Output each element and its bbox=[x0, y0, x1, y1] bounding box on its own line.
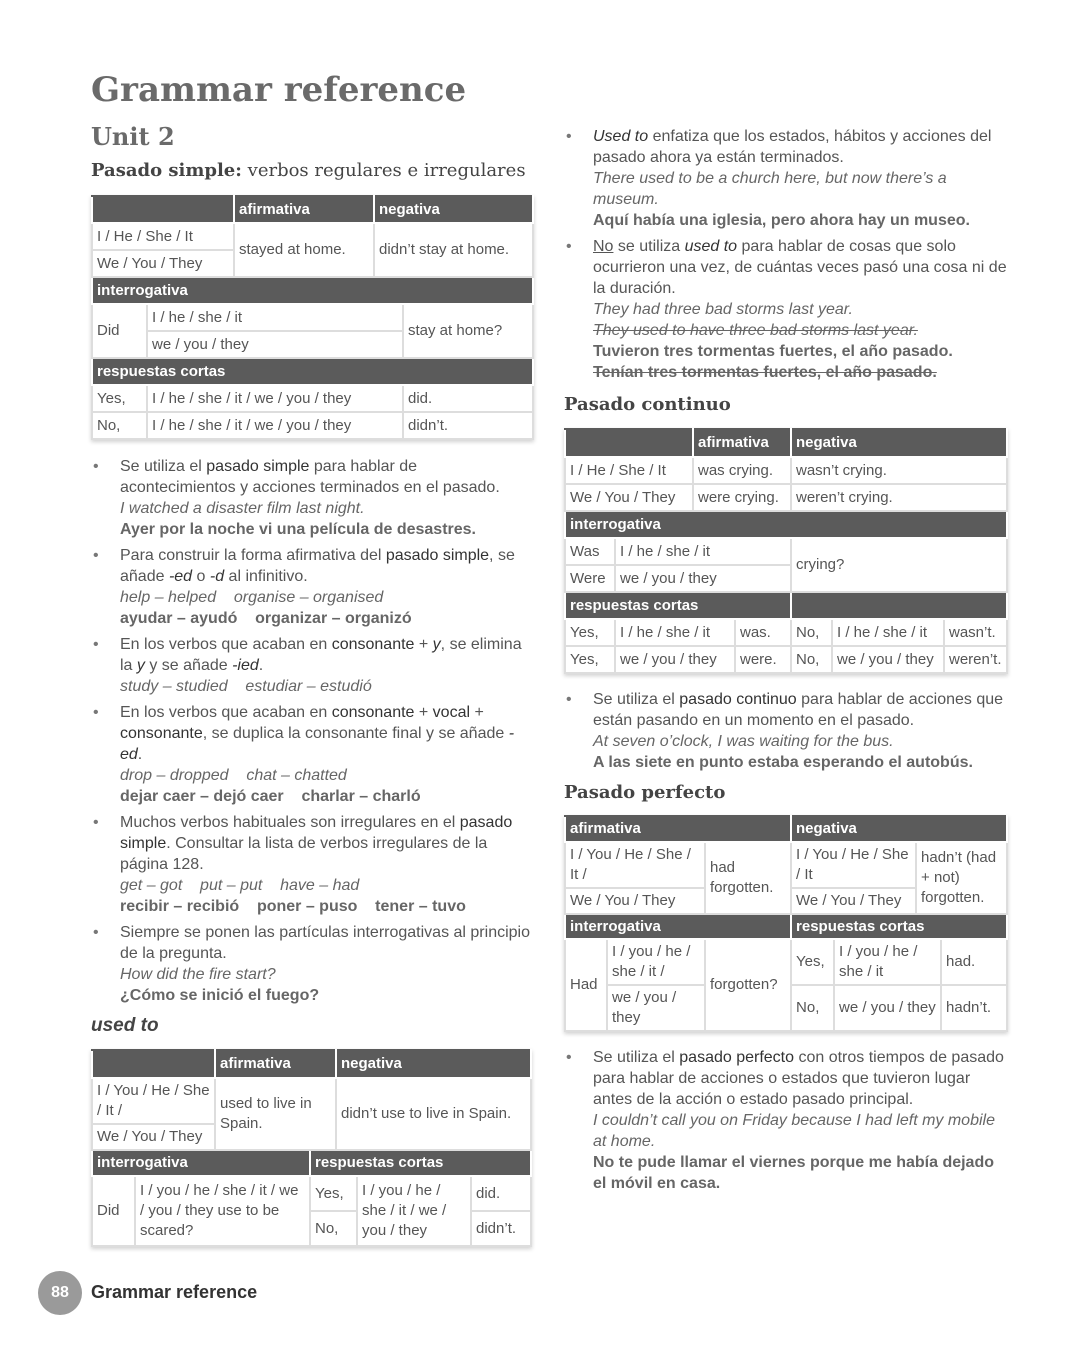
cell: Yes, bbox=[565, 619, 615, 646]
text-segment: enfatiza que los estados, hábitos y acciones del pasado ahora ya están terminados. bbox=[593, 128, 992, 166]
text-segment: se utiliza bbox=[613, 238, 685, 255]
cell: had. bbox=[941, 939, 1007, 985]
emphasis-text: -ed bbox=[168, 568, 193, 585]
emphasis-text: Used to bbox=[593, 128, 649, 145]
text-segment: . bbox=[137, 746, 143, 763]
cell: hadn’t. bbox=[941, 985, 1007, 1031]
pasado-perfecto-heading: Pasado perfecto bbox=[564, 782, 726, 803]
header-negativa: negativa bbox=[336, 1050, 531, 1078]
cell: I / he / she / it bbox=[147, 304, 403, 331]
text-segment: al infinitivo. bbox=[224, 568, 308, 585]
text-segment: , se elimina la bbox=[120, 636, 522, 674]
emphasis-text: pasado simple bbox=[385, 547, 490, 564]
header-respuestas: respuestas cortas bbox=[310, 1150, 531, 1176]
header-afirmativa: afirmativa bbox=[215, 1050, 336, 1078]
example-english: drop – dropped chat – chatted bbox=[120, 767, 347, 784]
cell: I / You / He / She / It / bbox=[92, 1078, 215, 1124]
text-segment: Se utiliza el bbox=[593, 1049, 680, 1066]
bullet-item bbox=[91, 456, 533, 540]
header-negativa: negativa bbox=[791, 816, 1007, 842]
heading-bold: Pasado simple: bbox=[91, 160, 242, 181]
cell: didn’t stay at home. bbox=[374, 223, 533, 277]
cell: didn’t. bbox=[403, 412, 533, 439]
example-spanish: Ayer por la noche vi una película de desastres. bbox=[120, 521, 476, 538]
header-respuestas: respuestas cortas bbox=[92, 358, 533, 385]
example-english: They used to have three bad storms last year. bbox=[593, 322, 918, 339]
cell: I / you / he / she / it bbox=[834, 939, 941, 985]
used-to-table bbox=[91, 1049, 532, 1247]
cell: I / he / she / it / we / you / they bbox=[147, 385, 403, 412]
text-segment: Se utiliza el bbox=[593, 691, 680, 708]
header-interrogativa: interrogativa bbox=[565, 914, 791, 939]
emphasis-text: consonante bbox=[331, 704, 415, 721]
text-segment: . Consultar la lista de verbos irregulares de la página 128. bbox=[120, 835, 488, 873]
bullet-text bbox=[593, 236, 1007, 299]
cell: No, bbox=[92, 412, 147, 439]
cell: I / he / she / it bbox=[832, 619, 944, 646]
cell: No, bbox=[791, 646, 832, 673]
emphasis-text: y bbox=[432, 636, 441, 653]
cell: we / you / they bbox=[607, 985, 705, 1031]
text-segment: , se duplica la consonante final y se añade bbox=[202, 725, 509, 742]
cell: Were bbox=[565, 565, 615, 592]
example-spanish: dejar caer – dejó caer charlar – charló bbox=[120, 788, 421, 805]
cell: forgotten? bbox=[705, 939, 791, 1031]
bullet-item bbox=[91, 702, 533, 807]
example-english: study – studied estudiar – estudió bbox=[120, 678, 372, 695]
cell: did. bbox=[403, 385, 533, 412]
empty-header bbox=[92, 1050, 215, 1078]
text-segment: Muchos verbos habituales son irregulares en el bbox=[120, 814, 460, 831]
example-spanish: ayudar – ayudó organizar – organizó bbox=[120, 610, 412, 627]
heading-rest: verbos regulares e irregulares bbox=[241, 160, 526, 181]
cell: wasn’t. bbox=[944, 619, 1007, 646]
cell: Was bbox=[565, 538, 615, 565]
text-segment: + bbox=[470, 704, 484, 721]
emphasis-text: -ied bbox=[232, 657, 259, 674]
emphasis-text: vocal bbox=[432, 704, 471, 721]
cell: I / you / he / she / it / bbox=[607, 939, 705, 985]
cell: We / You / They bbox=[92, 1124, 215, 1150]
unit-heading: Unit 2 bbox=[91, 122, 175, 151]
used-to-bullets bbox=[564, 126, 1007, 388]
cell: I / you / he / she / it / we / you / they bbox=[357, 1176, 471, 1246]
example-english: help – helped organise – organised bbox=[120, 589, 384, 606]
cell: we / you / they bbox=[615, 565, 791, 592]
pasado-continuo-table bbox=[564, 428, 1008, 674]
cell: had forgotten. bbox=[705, 842, 791, 914]
cell: was crying. bbox=[693, 457, 791, 484]
bullet-item bbox=[91, 922, 533, 1006]
text-segment: En los verbos que acaban en bbox=[120, 636, 332, 653]
cell: Yes, bbox=[310, 1176, 357, 1211]
cell: we / you / they bbox=[615, 646, 735, 673]
cell: Had bbox=[565, 939, 607, 1031]
example-spanish: A las siete en punto estaba esperando el autobús. bbox=[593, 754, 973, 771]
cell: were. bbox=[735, 646, 791, 673]
bullet-text bbox=[120, 812, 533, 875]
example-english: There used to be a church here, but now there’s a museum. bbox=[593, 170, 952, 208]
example-spanish: recibir – recibió poner – puso tener – tuvo bbox=[120, 898, 466, 915]
cell: I / he / she / it bbox=[615, 619, 735, 646]
cell: Yes, bbox=[565, 646, 615, 673]
pasado-simple-table bbox=[91, 195, 534, 440]
cell: Yes, bbox=[92, 385, 147, 412]
text-segment: para hablar de acontecimientos y acciones terminados en el pasado. bbox=[120, 458, 500, 496]
emphasis-text: consonante bbox=[120, 725, 203, 742]
page-number: 88 bbox=[38, 1271, 82, 1315]
cell: wasn’t crying. bbox=[791, 457, 1007, 484]
cell: No, bbox=[791, 985, 834, 1031]
cell: weren’t crying. bbox=[791, 484, 1007, 511]
cell: I / He / She / It bbox=[565, 457, 693, 484]
cell: We / You / They bbox=[565, 888, 705, 914]
example-spanish: Tuvieron tres tormentas fuertes, el año pasado. bbox=[593, 343, 953, 360]
emphasis-text: pasado continuo bbox=[679, 691, 797, 708]
example-english: How did the fire start? bbox=[120, 966, 276, 983]
text-segment: para hablar de acciones que están pasando en un momento en el pasado. bbox=[593, 691, 1004, 729]
emphasis-text: pasado simple bbox=[206, 458, 310, 475]
example-spanish: No te pude llamar el viernes porque me había dejado el móvil en casa. bbox=[593, 1154, 999, 1192]
text-segment: En los verbos que acaban en bbox=[120, 704, 332, 721]
text-segment: , se añade bbox=[120, 547, 515, 585]
cell: I / You / He / She / It bbox=[791, 842, 916, 888]
cell: Yes, bbox=[791, 939, 834, 985]
cell: Did bbox=[92, 304, 147, 358]
cell: We / You / They bbox=[791, 888, 916, 914]
text-segment: y se añade bbox=[144, 657, 233, 674]
bullet-item bbox=[91, 812, 533, 917]
empty-header bbox=[565, 429, 693, 457]
cell: we / you / they bbox=[834, 985, 941, 1031]
right-column bbox=[564, 126, 1007, 1199]
text-segment: Se utiliza el bbox=[120, 458, 207, 475]
cell: weren’t. bbox=[944, 646, 1007, 673]
cell: we / you / they bbox=[832, 646, 944, 673]
footer-label: Grammar reference bbox=[91, 1282, 258, 1302]
header-afirmativa: afirmativa bbox=[565, 816, 791, 842]
text-segment: con otros tiempos de pasado para hablar de acciones o estados que tuvieron lugar antes de la acción o estado pasado principal. bbox=[593, 1049, 1004, 1108]
left-column bbox=[91, 70, 533, 1247]
page-title: Grammar reference bbox=[91, 70, 467, 110]
cell: No, bbox=[791, 619, 832, 646]
bullet-item bbox=[91, 634, 533, 697]
bullet-item bbox=[564, 126, 1007, 231]
cell: crying? bbox=[791, 538, 1007, 592]
cell: We / You / They bbox=[92, 250, 234, 277]
cell: I / You / He / She / It / bbox=[565, 842, 705, 888]
cell: stayed at home. bbox=[234, 223, 374, 277]
cell: stay at home? bbox=[403, 304, 533, 358]
cell: I / you / he / she / it / we / you / they use to be scared? bbox=[135, 1176, 310, 1246]
cell: we / you / they bbox=[147, 331, 403, 358]
bullet-text bbox=[120, 702, 533, 765]
example-english: At seven o’clock, I was waiting for the bus. bbox=[593, 733, 894, 750]
empty-header bbox=[791, 592, 1007, 619]
empty-header bbox=[92, 196, 234, 223]
cell: used to live in Spain. bbox=[215, 1078, 336, 1150]
bullet-item bbox=[91, 545, 533, 629]
bullet-item bbox=[564, 689, 1007, 773]
text-segment: + bbox=[414, 636, 433, 653]
cell: Did bbox=[92, 1176, 135, 1246]
text-segment: + bbox=[414, 704, 433, 721]
text-segment: . bbox=[258, 657, 264, 674]
cell: I / He / She / It bbox=[92, 223, 234, 250]
header-negativa: negativa bbox=[791, 429, 1007, 457]
cell: I / he / she / it bbox=[615, 538, 791, 565]
cell: I / he / she / it / we / you / they bbox=[147, 412, 403, 439]
emphasis-text: consonante bbox=[331, 636, 415, 653]
cell: was. bbox=[735, 619, 791, 646]
emphasis-text: pasado perfecto bbox=[679, 1049, 795, 1066]
header-interrogativa: interrogativa bbox=[565, 511, 1007, 538]
example-spanish: Aquí había una iglesia, pero ahora hay un museo. bbox=[593, 212, 970, 229]
header-afirmativa: afirmativa bbox=[693, 429, 791, 457]
cell: hadn’t (had + not) forgotten. bbox=[916, 842, 1007, 914]
example-spanish: Tenían tres tormentas fuertes, el año pasado. bbox=[593, 364, 937, 381]
emphasis-text: y bbox=[136, 657, 145, 674]
example-english: They had three bad storms last year. bbox=[593, 301, 853, 318]
header-afirmativa: afirmativa bbox=[234, 196, 374, 223]
bullet-item bbox=[564, 236, 1007, 383]
emphasis-text: used to bbox=[684, 238, 738, 255]
text-segment: o bbox=[192, 568, 210, 585]
bullet-text bbox=[120, 922, 533, 964]
header-negativa: negativa bbox=[374, 196, 533, 223]
bullet-item bbox=[564, 1047, 1007, 1194]
header-interrogativa: interrogativa bbox=[92, 277, 533, 304]
bullet-text bbox=[120, 545, 533, 587]
pasado-continuo-heading: Pasado continuo bbox=[564, 394, 731, 415]
example-spanish: ¿Cómo se inició el fuego? bbox=[120, 987, 320, 1004]
text-segment: para hablar de cosas que solo ocurrieron una vez, de cuántas veces pasó una cosa ni de la duración. bbox=[593, 238, 1007, 297]
cell: didn’t use to live in Spain. bbox=[336, 1078, 531, 1150]
cell: were crying. bbox=[693, 484, 791, 511]
emphasis-text: No bbox=[593, 238, 614, 255]
emphasis-text: -d bbox=[209, 568, 225, 585]
pasado-continuo-bullets bbox=[564, 689, 1007, 778]
bullet-text bbox=[120, 634, 533, 676]
pasado-simple-heading bbox=[91, 160, 526, 182]
cell: We / You / They bbox=[565, 484, 693, 511]
pasado-perfecto-bullets bbox=[564, 1047, 1007, 1199]
header-respuestas: respuestas cortas bbox=[791, 914, 1007, 939]
example-english: I watched a disaster film last night. bbox=[120, 500, 365, 517]
bullet-text bbox=[593, 689, 1007, 731]
used-to-heading: used to bbox=[91, 1015, 159, 1036]
text-segment: Siempre se ponen las partículas interrogativas al principio de la pregunta. bbox=[120, 924, 530, 962]
bullet-text bbox=[593, 1047, 1007, 1110]
pasado-perfecto-table bbox=[564, 815, 1008, 1032]
header-interrogativa: interrogativa bbox=[92, 1150, 310, 1176]
bullet-text bbox=[593, 126, 1007, 168]
example-english: I couldn’t call you on Friday because I had left my mobile at home. bbox=[593, 1112, 1000, 1150]
cell: didn’t. bbox=[471, 1211, 531, 1246]
header-respuestas: respuestas cortas bbox=[565, 592, 791, 619]
cell: No, bbox=[310, 1211, 357, 1246]
bullet-text bbox=[120, 456, 533, 498]
left-bullets bbox=[91, 456, 533, 1011]
emphasis-text: -ed bbox=[120, 725, 515, 763]
cell: did. bbox=[471, 1176, 531, 1211]
example-english: get – got put – put have – had bbox=[120, 877, 360, 894]
text-segment: Para construir la forma afirmativa del bbox=[120, 547, 386, 564]
emphasis-text: pasado simple bbox=[120, 814, 513, 852]
